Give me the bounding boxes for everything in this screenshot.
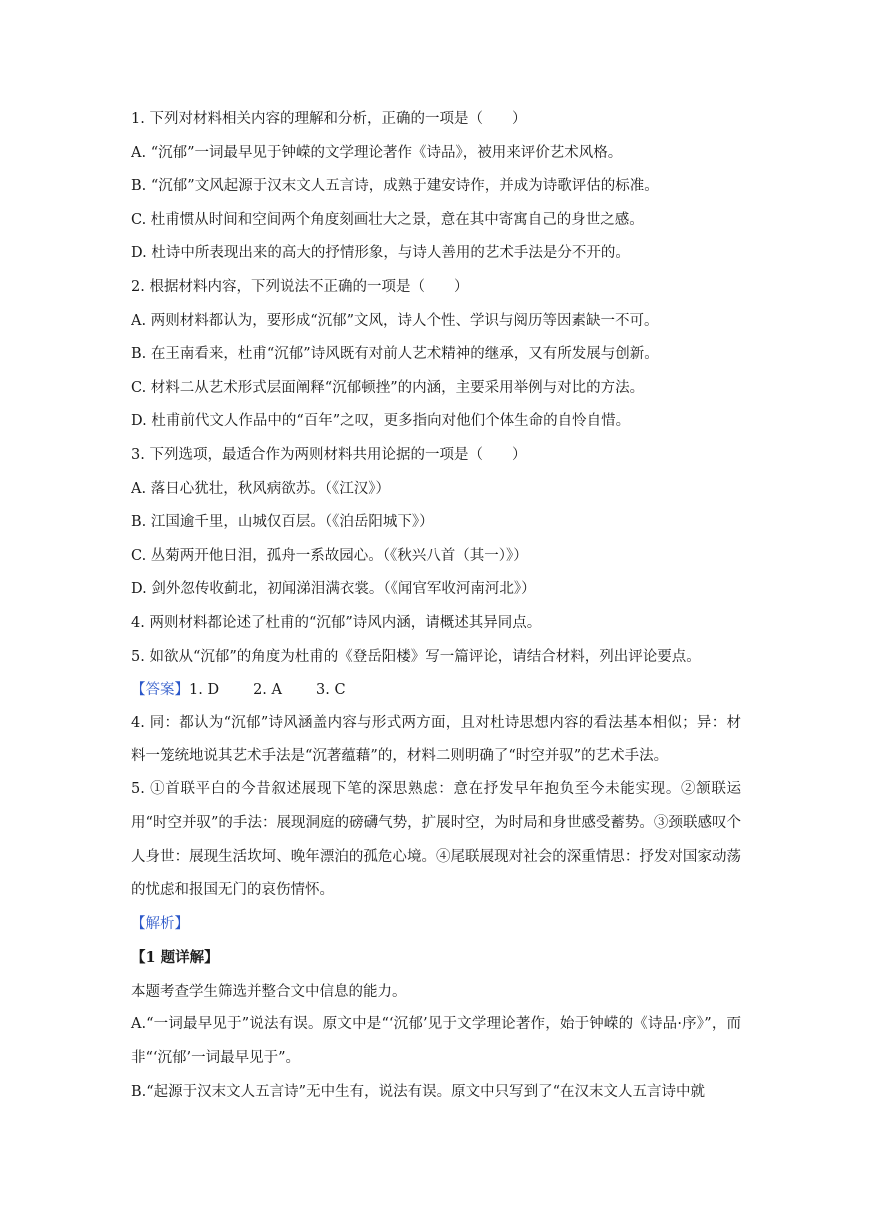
q4-stem: 4. 两则材料都论述了杜甫的“沉郁”诗风内涵，请概述其异同点。: [131, 614, 542, 631]
analysis-label: [131, 913, 741, 935]
document-page: [131, 108, 741, 1115]
analysis-intro: 本题考查学生筛选并整合文中信息的能力。: [131, 983, 407, 1000]
answer-1: 1. D: [189, 682, 220, 699]
answer-3: 3. C: [316, 682, 346, 699]
answer-4: 4. 同：都认为“沉郁”诗风涵盖内容与形式两方面，且对杜诗思想内容的看法基本相似；异：材料一笼统地说其艺术手法是“沉著蕴藉”的，材料二则明确了“时空并驭”的艺术手法。: [131, 714, 741, 765]
q1-stem: 1. 下列对材料相关内容的理解和分析，正确的一项是（ ）: [131, 111, 527, 127]
q3-option-c: C. 丛菊两开他日泪，孤舟一系故园心。（《秋兴八首（其一）》）: [131, 547, 528, 564]
q3-option-a: A. 落日心犹壮，秋风病欲苏。（《江汉》）: [131, 480, 390, 497]
analysis-option-a: A.“一词最早见于”说法有误。原文中是“‘沉郁’见于文学理论著作，始于钟嵘的《诗品·序》”，而非“‘沉郁’一词最早见于”。: [131, 1016, 741, 1066]
q1-option-a: A. “沉郁”一词最早见于钟嵘的文学理论著作《诗品》，被用来评价艺术风格。: [131, 144, 623, 161]
answer-5: 5. ①首联平白的今昔叙述展现下笔的深思熟虑：意在抒发早年抱负至今未能实现。②颔联运用“时空并驭”的手法：展现洞庭的磅礴气势，扩展时空，为时局和身世感受蓄势。③颈联感叹个人身世：展现生活坎坷、晚年漂泊的孤危心境。④尾联展现对社会的深重情思：抒发对国家动荡的忧虑和报国无门的哀伤情怀。: [131, 781, 741, 899]
answer-2: 2. A: [253, 682, 282, 699]
q2-stem: 2. 根据材料内容，下列说法不正确的一项是（ ）: [131, 278, 469, 295]
q2-option-d: D. 杜甫前代文人作品中的“百年”之叹，更多指向对他们个体生命的自怜自惜。: [131, 413, 631, 430]
analysis-label-text: 【解析】: [131, 916, 189, 933]
q1-option-c: C. 杜甫惯从时间和空间两个角度刻画壮大之景，意在其中寄寓自己的身世之感。: [131, 211, 644, 228]
answer-line: [131, 679, 741, 701]
q1-analysis-heading: 【1 题详解】: [131, 949, 219, 967]
analysis-option-b: B.“起源于汉末文人五言诗”无中生有，说法有误。原文中只写到了“在汉末文人五言诗中就: [131, 1084, 705, 1100]
answer-label: 【答案】: [131, 682, 189, 699]
q5-stem: 5. 如欲从“沉郁”的角度为杜甫的《登岳阳楼》写一篇评论，请结合材料，列出评论要点。: [131, 648, 701, 665]
q2-option-b: B. 在王南看来，杜甫“沉郁”诗风既有对前人艺术精神的继承，又有所发展与创新。: [131, 346, 659, 363]
q2-option-c: C. 材料二从艺术形式层面阐释“沉郁顿挫”的内涵，主要采用举例与对比的方法。: [131, 379, 645, 396]
q3-stem: 3. 下列选项，最适合作为两则材料共用论据的一项是（ ）: [131, 446, 527, 463]
q3-option-b: B. 江国逾千里，山城仅百层。（《泊岳阳城下》）: [131, 514, 434, 531]
q1-option-d: D. 杜诗中所表现出来的高大的抒情形象，与诗人善用的艺术手法是分不开的。: [131, 245, 630, 262]
q1-option-b: B. “沉郁”文风起源于汉末文人五言诗，成熟于建安诗作，并成为诗歌评估的标准。: [131, 178, 659, 195]
q3-option-d: D. 剑外忽传收蓟北，初闻涕泪满衣裳。（《闻官军收河南河北》）: [131, 581, 536, 598]
q2-option-a: A. 两则材料都认为，要形成“沉郁”文风，诗人个性、学识与阅历等因素缺一不可。: [131, 312, 659, 329]
